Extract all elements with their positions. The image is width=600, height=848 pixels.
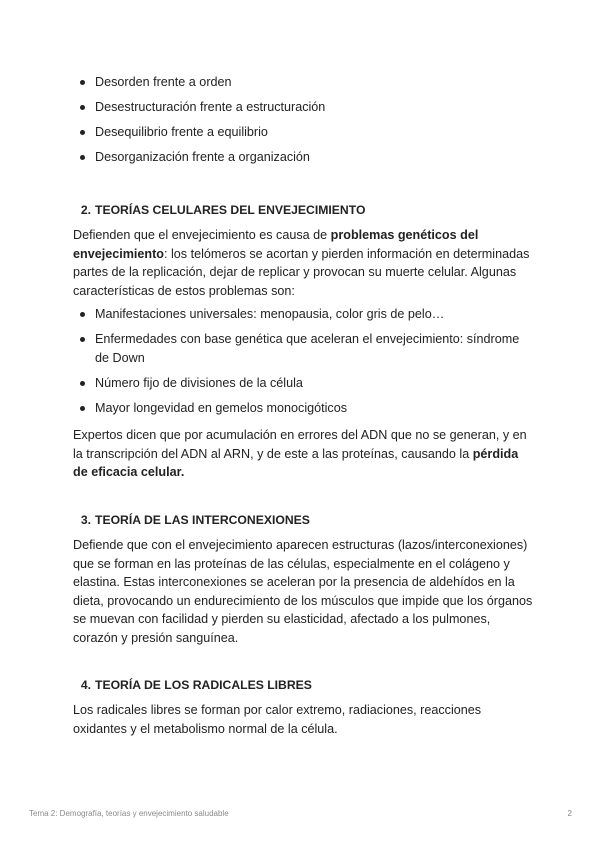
footer-title: Tema 2: Demografía, teorías y envejecimiento saludable xyxy=(29,809,229,818)
top-bullet-list xyxy=(73,73,533,167)
section-2-closing xyxy=(73,426,533,482)
section-2-bullet-list xyxy=(73,305,533,417)
section-4-number: 4. xyxy=(80,678,91,692)
list-item: Desestructuración frente a estructuración xyxy=(73,98,533,117)
closing-bold-text: pérdida de eficacia celular. xyxy=(73,446,519,479)
section-4-title: TEORÍA DE LOS RADICALES LIBRES xyxy=(95,678,312,692)
intro-bold-text: problemas genéticos del envejecimiento xyxy=(73,228,479,261)
intro-text-continued: : los telómeros se acortan y pierden información en determinadas partes de la replicación, dejar de replicar y provocan su muerte celular. Algunas características de estos problemas son: xyxy=(73,246,530,298)
list-item: Desequilibrio frente a equilibrio xyxy=(73,123,533,142)
page-number: 2 xyxy=(567,809,572,818)
section-3-title: TEORÍA DE LAS INTERCONEXIONES xyxy=(95,513,310,527)
list-item: Desorden frente a orden xyxy=(73,73,533,92)
list-item: Manifestaciones universales: menopausia, color gris de pelo… xyxy=(73,305,533,324)
section-2-title: TEORÍAS CELULARES DEL ENVEJECIMIENTO xyxy=(95,203,366,217)
list-item: Número fijo de divisiones de la célula xyxy=(73,374,533,393)
section-3-number: 3. xyxy=(80,513,91,527)
section-3-heading xyxy=(73,512,310,528)
section-3-body: Defiende que con el envejecimiento aparecen estructuras (lazos/interconexiones) que se forman en las proteínas de las células, especialmente en el colágeno y elastina. Estas interconexiones se aceleran por la presencia de aldehídos en la dieta, provocando un endurecimiento de los músculos que impide que los órganos se muevan con facilidad y pierden su elasticidad, afectado a los pulmones, corazón y presión sanguínea. xyxy=(73,538,533,645)
intro-text: Defienden que el envejecimiento es causa de xyxy=(73,228,331,242)
list-item: Mayor longevidad en gemelos monocigóticos xyxy=(73,399,533,418)
section-2-number: 2. xyxy=(80,203,91,217)
section-4-body: Los radicales libres se forman por calor extremo, radiaciones, reacciones oxidantes y el metabolismo normal de la célula. xyxy=(73,703,482,736)
list-item: Desorganización frente a organización xyxy=(73,148,533,167)
section-2-heading xyxy=(73,202,365,218)
section-4-heading xyxy=(73,677,312,693)
closing-text: Expertos dicen que por acumulación en errores del ADN que no se generan, y en la transcripción del ADN al ARN, y de este a las proteínas, causando la xyxy=(73,428,527,461)
list-item: Enfermedades con base genética que aceleran el envejecimiento: síndrome de Down xyxy=(73,330,533,367)
section-2-intro xyxy=(73,226,533,300)
